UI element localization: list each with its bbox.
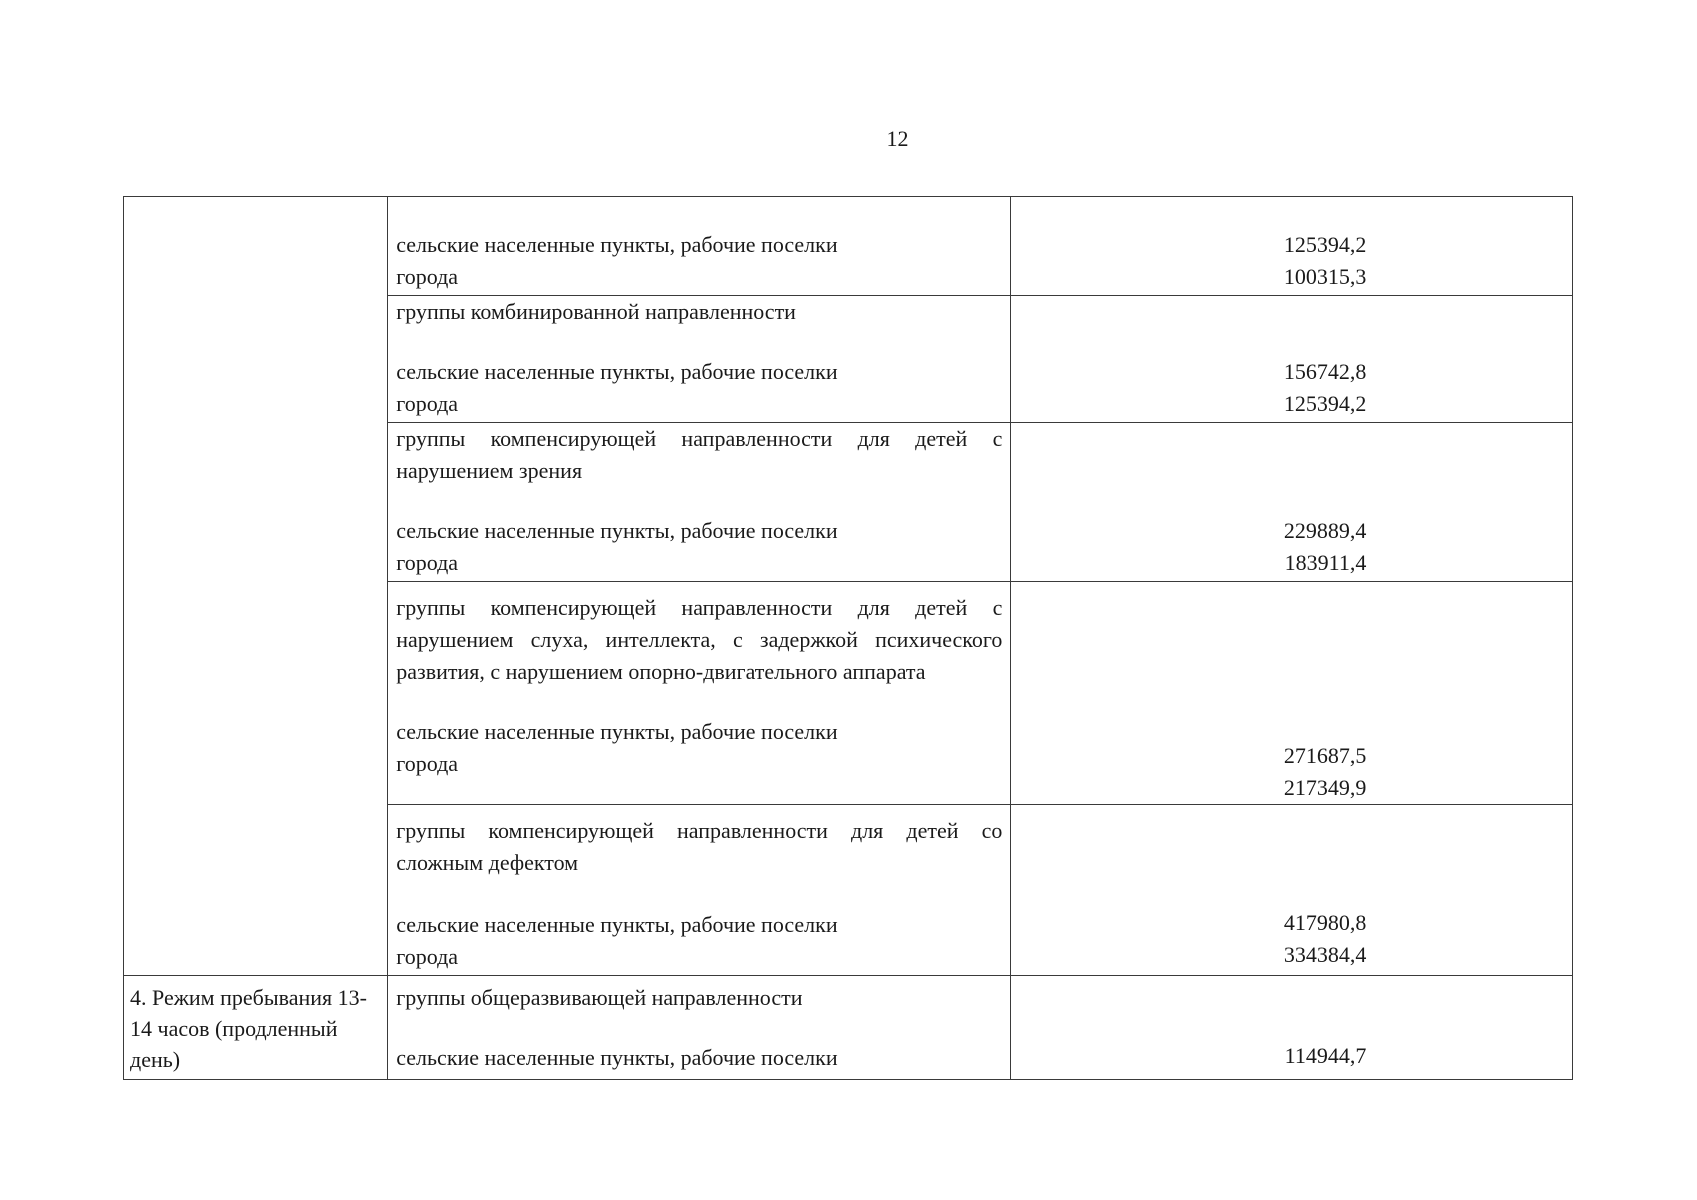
category-cell — [124, 197, 388, 976]
settlement-city-label: города — [396, 751, 459, 776]
table-row — [124, 976, 1573, 1080]
value-cell — [1011, 805, 1573, 976]
group-title: группы компенсирующей направленности для детей со сложным дефектом — [396, 818, 1003, 875]
value-rural: 114944,7 — [1284, 1043, 1367, 1068]
settlement-rural-label: сельские населенные пункты, рабочие поселки — [396, 1045, 838, 1070]
value-rural: 156742,8 — [1283, 359, 1367, 384]
value-rural: 417980,8 — [1283, 910, 1367, 935]
value-rural: 125394,2 — [1283, 232, 1367, 257]
settlement-city-label: города — [396, 944, 459, 969]
value-city: 183911,4 — [1284, 550, 1367, 575]
group-title: группы комбинированной направленности — [396, 299, 796, 324]
settlement-rural-label: сельские населенные пункты, рабочие поселки — [396, 232, 838, 257]
category-label: 4. Режим пребывания 13-14 часов (продленный день) — [130, 985, 367, 1072]
category-cell — [124, 976, 388, 1080]
settlement-city-label: города — [396, 264, 459, 289]
group-cell — [388, 296, 1011, 423]
settlement-city-label: города — [396, 391, 459, 416]
value-rural: 229889,4 — [1283, 518, 1367, 543]
settlement-rural-label: сельские населенные пункты, рабочие поселки — [396, 359, 838, 384]
settlement-city-label: города — [396, 550, 459, 575]
group-cell — [388, 976, 1011, 1080]
group-cell — [388, 582, 1011, 805]
settlement-rural-label: сельские населенные пункты, рабочие поселки — [396, 518, 838, 543]
group-title: группы общеразвивающей направленности — [396, 985, 803, 1010]
settlement-rural-label: сельские населенные пункты, рабочие поселки — [396, 912, 838, 937]
value-city: 217349,9 — [1283, 775, 1367, 800]
value-cell — [1011, 582, 1573, 805]
group-title: группы компенсирующей направленности для детей с нарушением зрения — [396, 426, 1003, 483]
group-cell — [388, 197, 1011, 296]
value-city: 125394,2 — [1283, 391, 1367, 416]
settlement-rural-label: сельские населенные пункты, рабочие поселки — [396, 719, 838, 744]
value-city: 100315,3 — [1283, 264, 1367, 289]
value-city: 334384,4 — [1283, 942, 1367, 967]
tariff-table — [123, 196, 1573, 1080]
value-cell — [1011, 296, 1573, 423]
page-number: 12 — [886, 126, 909, 151]
value-cell — [1011, 976, 1573, 1080]
value-rural: 271687,5 — [1283, 743, 1367, 768]
value-cell — [1011, 423, 1573, 582]
value-cell — [1011, 197, 1573, 296]
group-cell — [388, 423, 1011, 582]
group-cell — [388, 805, 1011, 976]
group-title: группы компенсирующей направленности для детей с нарушением слуха, интеллекта, с задержкой психического развития, с нарушением опорно-двигательного аппарата — [396, 595, 1003, 684]
table-row — [124, 197, 1573, 296]
